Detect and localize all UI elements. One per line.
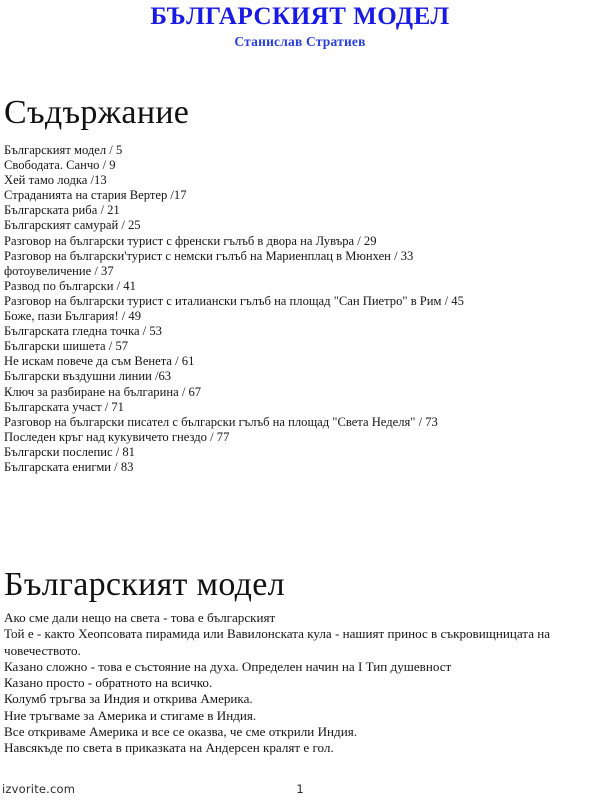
toc-item[interactable]: Разговор на български писател с български гълъб на площад "Света Неделя" / 73: [4, 414, 438, 429]
toc-item[interactable]: Разговор на български'турист с немски гълъб на Мариенплац в Мюнхен / 33: [4, 248, 414, 263]
chapter-heading: Българският модел: [4, 566, 285, 603]
toc-item[interactable]: фотоувеличение / 37: [4, 263, 114, 278]
footer-site-name: izvorite.com: [2, 782, 76, 796]
toc-item[interactable]: Хей тамо лодка /13: [4, 173, 107, 188]
toc-item[interactable]: Българската енигми / 83: [4, 459, 134, 474]
title-block: [4, 4, 596, 50]
chapter-body: [4, 610, 600, 757]
chapter-paragraph: Казано просто - обратното на всичко.: [4, 675, 213, 691]
toc-heading-wrapper: [4, 94, 189, 131]
chapter-paragraph: Ако сме дали нещо на света - това е българският: [4, 610, 276, 625]
chapter-paragraph: Колумб тръгва за Индия и открива Америка.: [4, 691, 253, 707]
toc-item[interactable]: Български въздушни линии /63: [4, 369, 172, 384]
document-author: Станислав Стратиев: [234, 34, 366, 50]
toc-item[interactable]: Български шишета / 57: [4, 339, 129, 354]
toc-item[interactable]: Българската участ / 71: [4, 399, 124, 414]
chapter-paragraph: Казано сложно - това е състояние на духа. Определен начин на I Тип душевност: [4, 658, 452, 674]
chapter-paragraph: Ние тръгваме за Америка и стигаме в Индия.: [4, 707, 257, 723]
page-footer: [0, 782, 600, 802]
toc-item[interactable]: Страданията на стария Вертер /17: [4, 188, 187, 203]
toc-item[interactable]: Боже, пази България! / 49: [4, 309, 142, 324]
toc-item[interactable]: Българският самурай / 25: [4, 218, 141, 233]
toc-item[interactable]: Не искам повече да съм Венета / 61: [4, 354, 195, 369]
chapter-paragraph: Той е - както Хеопсовата пирамида или Вавилонската кула - нашият принос в съкровищницата на човечеството.: [4, 626, 551, 658]
toc-heading: Съдържание: [4, 94, 190, 131]
toc-item[interactable]: Ключ за разбиране на българина / 67: [4, 384, 202, 399]
chapter-paragraph: Все откриваме Америка и все се оказва, че сме открили Индия.: [4, 724, 358, 740]
toc-list: [4, 143, 600, 475]
toc-item[interactable]: Българската гледна точка / 53: [4, 324, 162, 339]
toc-item[interactable]: Разговор на български турист с френски гълъб в двора на Лувъра / 29: [4, 233, 377, 248]
footer-page-number: 1: [296, 782, 304, 796]
document-page: [0, 4, 600, 804]
toc-item[interactable]: Българският модел / 5: [4, 143, 123, 157]
toc-item[interactable]: Свободата. Санчо / 9: [4, 158, 116, 173]
toc-item[interactable]: Последен кръг над кукувичето гнездо / 77: [4, 429, 230, 444]
toc-item[interactable]: Български послепис / 81: [4, 444, 135, 459]
chapter-heading-wrapper: [4, 566, 285, 603]
document-title: БЪЛГАРСКИЯТ МОДЕЛ: [150, 3, 450, 30]
chapter-paragraph: Навсякъде по света в приказката на Андерсен кралят е гол.: [4, 740, 334, 756]
toc-item[interactable]: Развод по български / 41: [4, 278, 136, 293]
toc-item[interactable]: Българската риба / 21: [4, 203, 120, 218]
toc-item[interactable]: Разговор на български турист с италиански гълъб на площад "Сан Пиетро" в Рим / 45: [4, 293, 464, 308]
